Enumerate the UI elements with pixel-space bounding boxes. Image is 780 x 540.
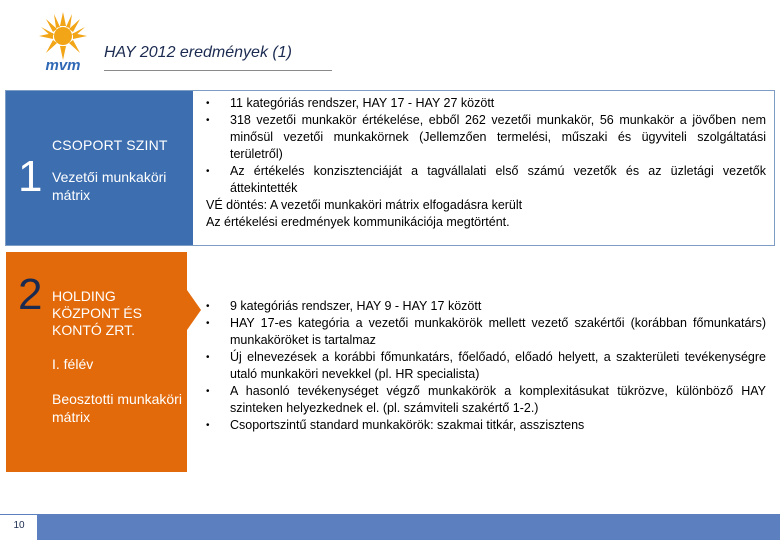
- list-item: • 318 vezetői munkakör értékelése, ebből 262 vezetői munkakör, 56 munkakör a jövőben nem minősül vezetői munkakörnek (Jellemzően termelési, műszaki és ügyviteli szolgáltatási területről): [206, 113, 766, 161]
- bullet-dot-icon: •: [206, 166, 210, 177]
- section2-arrow: [187, 290, 201, 330]
- bullet-dot-icon: •: [206, 352, 210, 363]
- section2-number: 2: [18, 270, 43, 319]
- bullet-dot-icon: •: [206, 98, 210, 109]
- list-item: • 9 kategóriás rendszer, HAY 9 - HAY 17 között: [206, 299, 482, 313]
- decision-text: VÉ döntés: A vezetői munkaköri mátrix elfogadásra került: [206, 198, 523, 212]
- section1-content: [204, 95, 766, 231]
- bullet-dot-icon: •: [206, 386, 210, 397]
- section1-label: CSOPORT SZINT: [52, 137, 168, 153]
- list-item: • Az értékelés konzisztenciáját a tagvállalati első számú vezetők és az üzletági vezetők áttekintették: [206, 164, 766, 195]
- section1-number: 1: [18, 152, 43, 201]
- communication-text: Az értékelési eredmények kommunikációja megtörtént.: [206, 215, 510, 229]
- mvm-logo: [30, 10, 100, 72]
- bullet-dot-icon: •: [206, 115, 210, 126]
- list-item: • HAY 17-es kategória a vezetői munkakörök mellett vezető szakértői (korábban főmunkatárs) munkaköröket is tartalmaz: [206, 316, 766, 347]
- bullet-dot-icon: •: [206, 420, 210, 431]
- list-item: • 11 kategóriás rendszer, HAY 17 - HAY 27 között: [206, 96, 495, 110]
- section2-label: HOLDING KÖZPONT ÉS KONTÓ ZRT.: [52, 288, 142, 338]
- page-title: HAY 2012 eredmények (1): [104, 44, 292, 61]
- section2-sublabel: Beosztotti munkaköri mátrix: [52, 391, 182, 425]
- list-item: • A hasonló tevékenységet végző munkakörök a komplexitásukat tükrözve, különböző HAY szinteken helyezkednek el. (pl. számviteli szakértő 1-2.): [206, 384, 766, 415]
- title-divider: [104, 70, 332, 71]
- list-item: • Csoportszintű standard munkakörök: szakmai titkár, asszisztens: [206, 418, 585, 432]
- bullet-dot-icon: •: [206, 301, 210, 312]
- footer-bar: [38, 514, 780, 540]
- sun-logo-icon: [30, 10, 100, 72]
- section2-content: [204, 298, 766, 434]
- list-item: • Új elnevezések a korábbi főmunkatárs, főelőadó, előadó helyett, a szakterületi tevékenységre utaló munkaköri nevekkel (pl. HR specialista): [206, 350, 766, 381]
- bullet-dot-icon: •: [206, 318, 210, 329]
- section2-period: I. félév: [52, 356, 94, 372]
- section1-sublabel: Vezetői munkaköri mátrix: [52, 169, 167, 203]
- svg-text:mvm: mvm: [45, 57, 81, 72]
- page-number: 10: [13, 520, 25, 531]
